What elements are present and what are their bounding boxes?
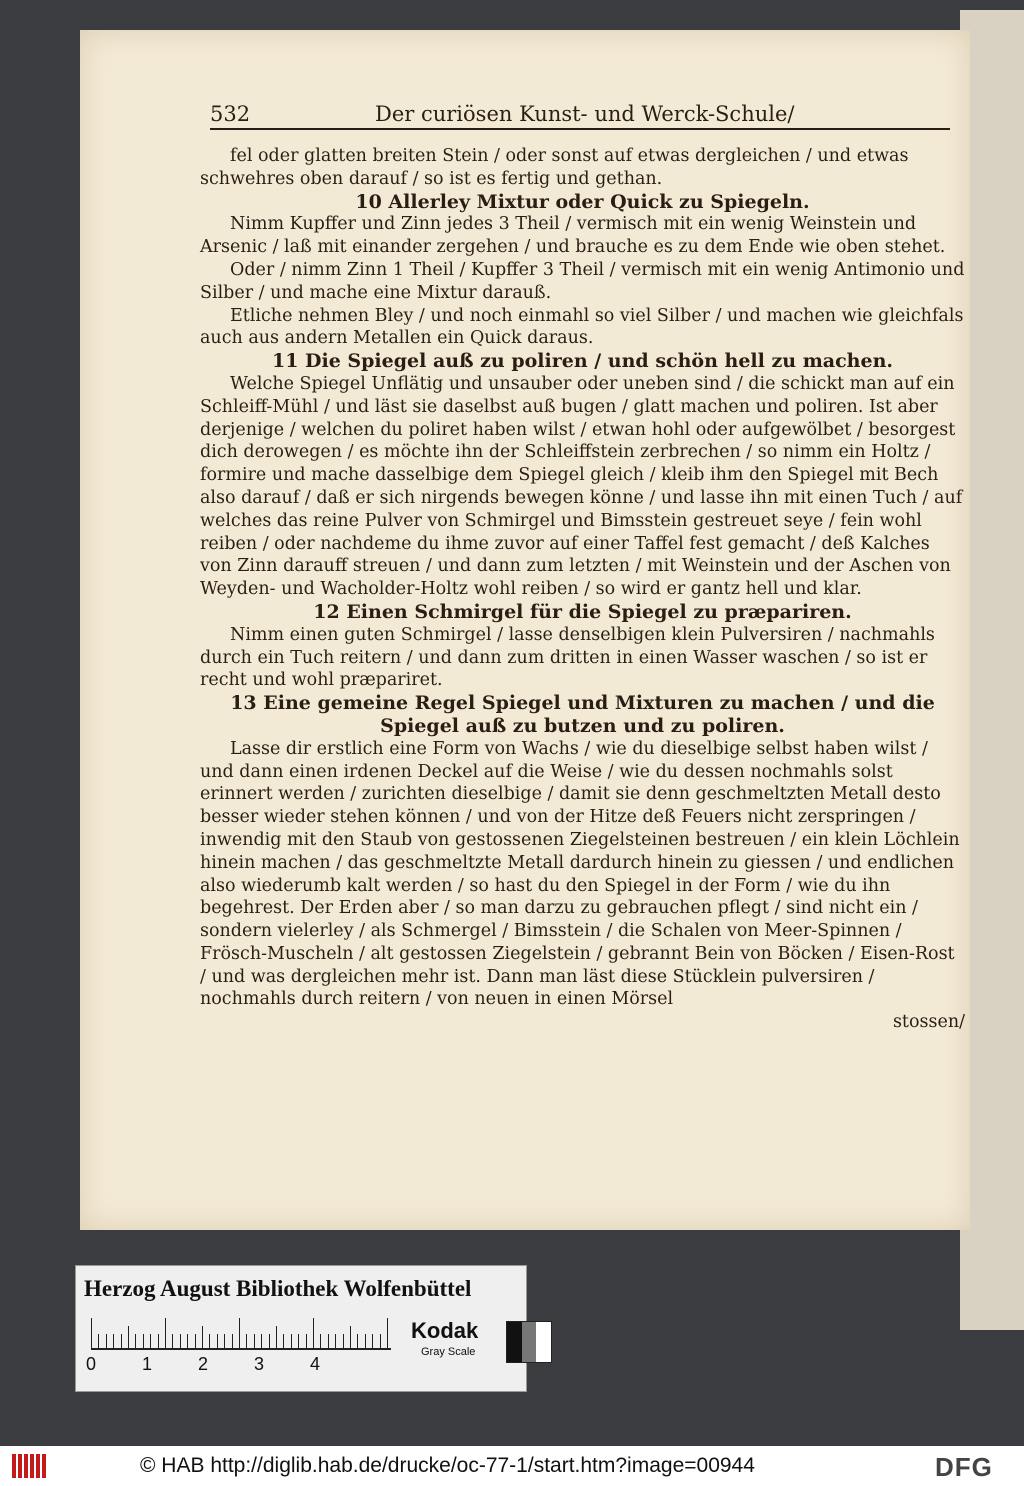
- running-head-title: Der curiösen Kunst- und Werck-Schule/: [375, 102, 795, 126]
- paragraph: Etliche nehmen Bley / und noch einmahl so viel Silber / und machen wie gleichfals auch aus andern Metallen ein Quick daraus.: [200, 305, 964, 349]
- library-card: [75, 1265, 527, 1392]
- paragraph: Nimm Kupffer und Zinn jedes 3 Theil / vermisch mit ein wenig Weinstein und Arsenic / laß mit einander zergehen / und brauche es zu dem Ende wie oben stehet.: [200, 214, 946, 258]
- ruler-tick: [254, 1334, 255, 1348]
- ruler-tick: [365, 1334, 366, 1348]
- ruler-tick: [113, 1334, 114, 1348]
- ruler-tick: [128, 1326, 129, 1348]
- hab-logo-icon: [12, 1454, 46, 1478]
- ruler-tick: [195, 1334, 196, 1348]
- ruler-tick: [320, 1334, 321, 1348]
- dfg-logo: DFG: [935, 1452, 993, 1482]
- paragraph: Welche Spiegel Unflätig und unsauber oder uneben sind / die schickt man auf ein Schleiff-Mühl / und läst sie daselbst auß bugen / glatt machen und poliren. Ist aber derjenige / welchen du poliret haben wilst / etwan hohl oder aufgewölbet / besorgest dich derowegen / es möchte ihn der Schleiffstein zerbrechen / so nimm ein Holtz / formire und mache dasselbige dem Spiegel gleich / kleib ihm den Spiegel mit Bech also darauf / daß er sich nirgends bewegen könne / und lasse ihn mit einen Tuch / auf welches das reine Pulver von Schmirgel und Bimsstein gestreuet seye / fein wohl reiben / oder nachdeme du ihme zuvor auf einer Taffel fest gemacht / deß Kalches von Zinn darauff streuen / und dann zum letzten / mit Weinstein und der Aschen von Weyden- und Wacholder-Holtz wohl reiben / so wird er gantz hell und klar.: [200, 373, 963, 600]
- ruler-tick: [313, 1318, 314, 1348]
- ruler-number: 1: [142, 1354, 153, 1374]
- ruler-tick: [158, 1334, 159, 1348]
- gray-scale-label: Gray Scale: [421, 1346, 476, 1358]
- ruler-tick: [150, 1334, 151, 1348]
- ruler-tick: [246, 1334, 247, 1348]
- ruler-tick: [328, 1334, 329, 1348]
- running-header: [210, 102, 950, 130]
- paragraph: fel oder glatten breiten Stein / oder sonst auf etwas dergleichen / und etwas schwehres oben darauf / so ist es fertig und gethan.: [200, 146, 909, 189]
- ruler-tick: [239, 1318, 240, 1348]
- ruler-number: 0: [86, 1354, 97, 1374]
- ruler-tick: [180, 1334, 181, 1348]
- ruler-tick: [172, 1334, 173, 1348]
- ruler-tick: [121, 1334, 122, 1348]
- ruler-tick: [202, 1326, 203, 1348]
- ruler-tick: [357, 1334, 358, 1348]
- ruler-tick: [232, 1334, 233, 1348]
- paragraph: Oder / nimm Zinn 1 Theil / Kupffer 3 Theil / vermisch mit ein wenig Antimonio und Silber / und mache eine Mixtur darauß.: [200, 259, 965, 303]
- institution-name: Herzog August Bibliothek Wolfenbüttel: [84, 1276, 472, 1301]
- section-heading: 12 Einen Schmirgel für die Spiegel zu præpariren.: [313, 600, 852, 623]
- ruler-tick: [335, 1334, 336, 1348]
- ruler-tick: [217, 1334, 218, 1348]
- ruler-tick: [224, 1334, 225, 1348]
- paragraph: Lasse dir erstlich eine Form von Wachs / wie du dieselbige selbst haben wilst / und dann einen irdenen Deckel auf die Weise / wie du dessen nochmahls solst erinnert werden / zurichten dieselbige / damit sie denn geschmeltzten Metall desto besser wieder stehen können / und von der Hitze deß Feuers nicht zerspringen / inwendig mit den Staub von gestossenen Ziegelsteinen bestreuen / ein klein Löchlein hinein machen / das geschmeltzte Metall dardurch hinein zu giessen / und endlichen also wiederumb kalt werden / so hast du den Spiegel in der Form / wie du ihn begehrest. Der Erden aber / so man darzu zu gebrauchen pflegt / sind nicht ein / sondern vielerley / als Schmergel / Bimsstein / die Schalen von Meer-Spinnen / Frösch-Muscheln / alt gestossen Ziegelstein / gebrannt Bein von Böcken / Eisen-Rost / und was dergleichen mehr ist. Dann man läst diese Stücklein pulversiren / nochmahls durch reitern / von neuen in einen Mörsel: [200, 738, 960, 1010]
- ruler-tick: [91, 1318, 92, 1348]
- scale-ruler: [91, 1316, 391, 1350]
- ruler-tick: [350, 1326, 351, 1348]
- ruler-tick: [261, 1334, 262, 1348]
- section-heading: 11 Die Spiegel auß zu poliren / und schön hell zu machen.: [271, 350, 894, 373]
- ruler-number: 4: [310, 1354, 321, 1374]
- catchword: stossen/: [892, 1012, 965, 1033]
- footer-credit-link[interactable]: © HAB http://diglib.hab.de/drucke/oc-77-1/start.htm?image=00944: [140, 1454, 755, 1477]
- ruler-tick: [372, 1334, 373, 1348]
- ruler-number: 2: [198, 1354, 209, 1374]
- ruler-tick: [298, 1334, 299, 1348]
- ruler-tick: [135, 1334, 136, 1348]
- ruler-tick: [269, 1334, 270, 1348]
- ruler-tick: [98, 1334, 99, 1348]
- paragraph: Nimm einen guten Schmirgel / lasse denselbigen klein Pulversiren / nachmahls durch ein Tuch reitern / und dann zum dritten in einen Wasser waschen / so ist er recht und wohl præpariret.: [200, 624, 935, 691]
- ruler-tick: [165, 1318, 166, 1348]
- ruler-tick: [276, 1326, 277, 1348]
- ruler-tick: [387, 1318, 388, 1348]
- ruler-tick: [343, 1334, 344, 1348]
- ruler-tick: [291, 1334, 292, 1348]
- section-heading: 10 Allerley Mixtur oder Quick zu Spiegeln.: [355, 190, 810, 213]
- ruler-tick: [143, 1334, 144, 1348]
- ruler-tick: [209, 1334, 210, 1348]
- ruler-tick: [187, 1334, 188, 1348]
- ruler-tick: [306, 1334, 307, 1348]
- kodak-logo: Kodak: [411, 1318, 479, 1343]
- gray-scale-swatches: [506, 1321, 552, 1363]
- ruler-number: 3: [254, 1354, 265, 1374]
- page-body-text: [200, 145, 965, 1034]
- section-heading: 13 Eine gemeine Regel Spiegel und Mixturen zu machen / und die Spiegel auß zu butzen und zu poliren.: [230, 692, 935, 737]
- ruler-tick: [380, 1334, 381, 1348]
- ruler-tick: [106, 1334, 107, 1348]
- ruler-tick: [283, 1334, 284, 1348]
- footer-bar: [0, 1446, 1024, 1486]
- page-number: 532: [210, 102, 251, 126]
